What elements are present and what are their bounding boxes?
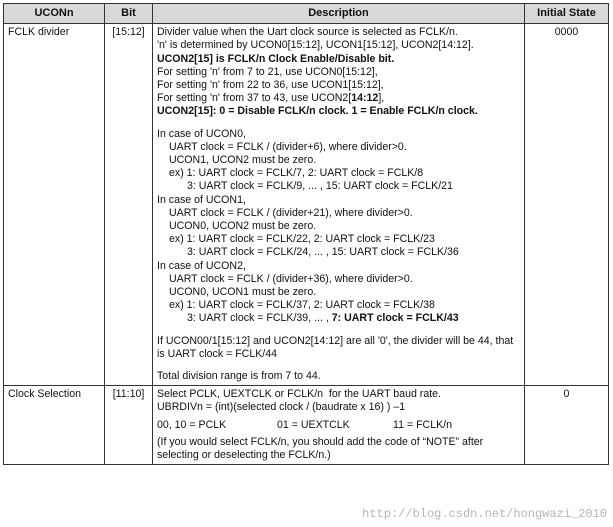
field-bit: [15:12] — [105, 24, 153, 386]
field-initial-state: 0000 — [525, 24, 609, 386]
desc-line: In case of UCON2, — [157, 259, 246, 272]
field-description — [153, 24, 525, 386]
desc-line-mixed — [157, 312, 520, 325]
ucon-register-table — [3, 3, 609, 465]
register-table-page — [3, 3, 608, 523]
desc-text-bold: 7: UART clock = FCLK/43 — [331, 312, 459, 325]
desc-text-bold: 14:12 — [351, 92, 379, 105]
table-row-clock-selection — [4, 386, 609, 465]
header-initial-state: Initial State — [525, 4, 609, 24]
desc-text: 3: UART clock = FCLK/39, ... , — [187, 312, 329, 325]
desc-text: For setting 'n' from 37 to 43, use UCON2[ — [157, 92, 352, 105]
desc-line: ex) 1: UART clock = FCLK/22, 2: UART clock = FCLK/23 — [169, 233, 435, 246]
desc-line: UCON0, UCON1 must be zero. — [169, 286, 317, 299]
table-header-row — [4, 4, 609, 24]
desc-line: 3: UART clock = FCLK/24, ... , 15: UART clock = FCLK/36 — [187, 246, 459, 259]
desc-line: ex) 1: UART clock = FCLK/7, 2: UART clock = FCLK/8 — [169, 167, 424, 180]
desc-line: 3: UART clock = FCLK/9, ... , 15: UART clock = FCLK/21 — [187, 180, 453, 193]
field-description — [153, 386, 525, 465]
desc-line: In case of UCON1, — [157, 193, 246, 206]
desc-line: UCON0, UCON2 must be zero. — [169, 220, 317, 233]
field-name: Clock Selection — [4, 386, 105, 465]
desc-line: ex) 1: UART clock = FCLK/37, 2: UART clock = FCLK/38 — [169, 299, 435, 312]
desc-line: Select PCLK, UEXTCLK or FCLK/n for the UART baud rate. — [157, 388, 441, 401]
header-bit: Bit — [105, 4, 153, 24]
field-name: FCLK divider — [4, 24, 105, 386]
desc-line-bold: UCON2[15] is FCLK/n Clock Enable/Disable bit. — [157, 52, 395, 65]
field-initial-state: 0 — [525, 386, 609, 465]
header-uconn: UCONn — [4, 4, 105, 24]
desc-line-mixed — [157, 92, 520, 105]
desc-line-bold: UCON2[15]: 0 = Disable FCLK/n clock. 1 = Enable FCLK/n clock. — [157, 105, 478, 118]
desc-line: UART clock = FCLK / (divider+6), where divider>0. — [169, 140, 407, 153]
option-uextclk: 01 = UEXTCLK — [277, 418, 350, 431]
desc-line: For setting 'n' from 7 to 21, use UCON0[15:12], — [157, 65, 378, 78]
desc-line: UCON1, UCON2 must be zero. — [169, 154, 317, 167]
desc-line: UBRDIVn = (int)(selected clock / (baudrate x 16) ) –1 — [157, 401, 406, 414]
header-description: Description — [153, 4, 525, 24]
desc-paragraph: (If you would select FCLK/n, you should add the code of “NOTE” after selecting or deselecting the FCLK/n.) — [157, 435, 484, 462]
desc-text: ], — [378, 92, 385, 105]
option-pclk: 00, 10 = PCLK — [157, 418, 227, 431]
desc-line: For setting 'n' from 22 to 36, use UCON1[15:12], — [157, 79, 384, 92]
table-row-fclk-divider — [4, 24, 609, 386]
desc-line: In case of UCON0, — [157, 127, 246, 140]
desc-line: UART clock = FCLK / (divider+36), where divider>0. — [169, 272, 413, 285]
field-bit: [11:10] — [105, 386, 153, 465]
desc-line: 'n' is determined by UCON0[15:12], UCON1[15:12], UCON2[14:12]. — [157, 39, 474, 52]
desc-line: UART clock = FCLK / (divider+21), where divider>0. — [169, 206, 413, 219]
watermark: http://blog.csdn.net/hongwazi_2010 — [362, 507, 607, 521]
desc-paragraph: If UCON00/1[15:12] and UCON2[14:12] are all '0', the divider will be 44, that is UART clock = FCLK/44 — [157, 334, 514, 360]
option-fclkn: 11 = FCLK/n — [393, 418, 452, 431]
desc-line: Divider value when the Uart clock source is selected as FCLK/n. — [157, 26, 458, 39]
desc-line: Total division range is from 7 to 44. — [157, 370, 321, 383]
desc-line-options — [157, 419, 520, 432]
